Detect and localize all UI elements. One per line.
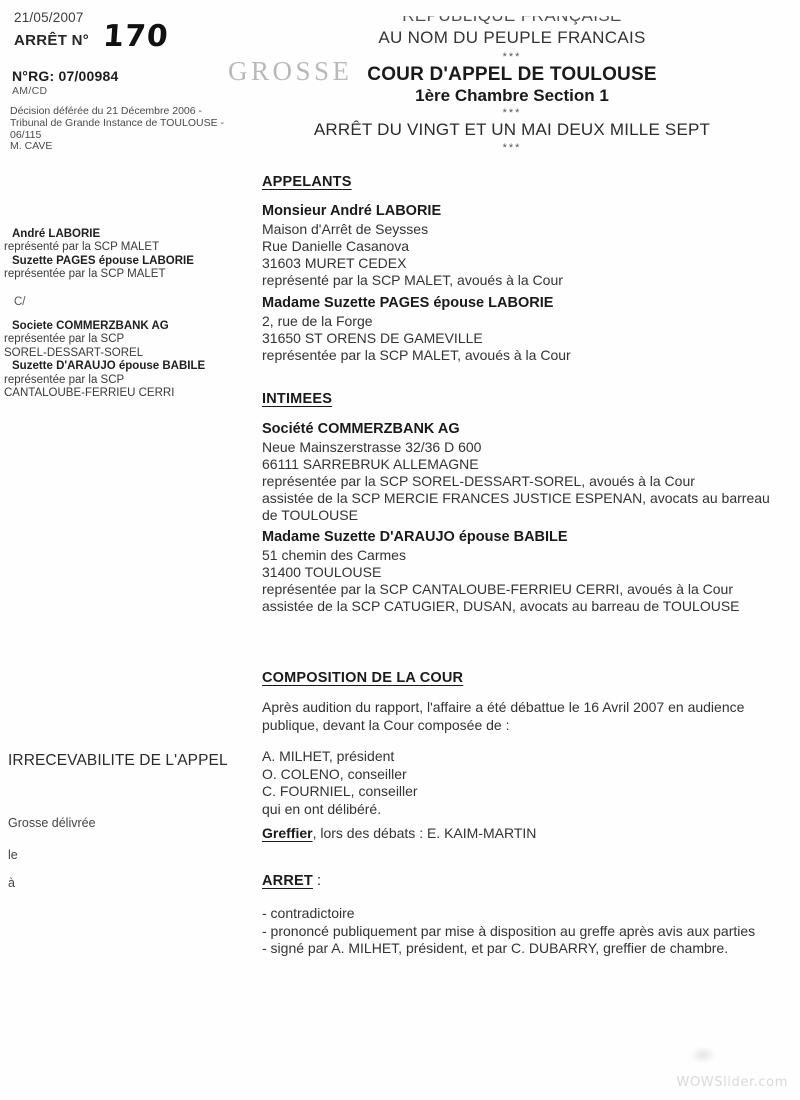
margin-respondent-rep: SOREL-DESSART-SOREL: [4, 346, 144, 359]
arret-number-row: [14, 19, 170, 54]
grosse-stamp: GROSSE: [228, 56, 353, 86]
delivered-on-label: le: [8, 848, 18, 862]
arret-points: [262, 905, 778, 958]
greffier-line: [262, 825, 778, 843]
judgment-title: ARRÊT DU VINGT ET UN MAI DEUX MILLE SEPT: [313, 120, 711, 139]
site-watermark: WOWSlider.com: [676, 1075, 788, 1090]
stars-divider: ***: [502, 107, 522, 119]
section-heading-appelants: APPELANTS: [262, 174, 352, 190]
respondent-name: Madame Suzette D'ARAUJO épouse BABILE: [262, 529, 568, 545]
appellant-entry: [262, 295, 778, 364]
respondent-address-line: 51 chemin des Carmes: [262, 546, 406, 563]
margin-appellant-name: Suzette PAGES épouse LABORIE: [12, 254, 194, 267]
margin-respondent-rep: représentée par la SCP: [4, 333, 125, 346]
appellant-name: Madame Suzette PAGES épouse LABORIE: [262, 295, 554, 311]
respondent-entry: [262, 421, 778, 525]
case-subject: IRRECEVABILITE DE L'APPEL: [8, 752, 228, 769]
clerk-initials: AM/CD: [12, 85, 48, 97]
decision-line: Décision déférée du 21 Décembre 2006 -: [10, 105, 203, 117]
scan-smudge: [690, 1046, 716, 1064]
respondent-name: Société COMMERZBANK AG: [262, 421, 460, 437]
respondent-representation: représentée par la SCP CANTALOUBE-FERRIEU CERRI, avoués à la Cour: [262, 580, 733, 597]
margin-respondent-name: Societe COMMERZBANK AG: [12, 320, 169, 332]
section-heading-composition: COMPOSITION DE LA COUR: [262, 670, 464, 686]
arret-heading-word: ARRET: [262, 873, 313, 889]
appellant-address-line: 2, rue de la Forge: [262, 312, 373, 329]
decision-reference: [10, 106, 224, 153]
grosse-delivered-label: Grosse délivrée: [8, 816, 96, 830]
margin-appellant-rep: représentée par la SCP MALET: [4, 268, 166, 281]
stars-divider: ***: [502, 142, 522, 154]
greffier-name: , lors des débats : E. KAIM-MARTIN: [312, 825, 537, 841]
court-member: C. FOURNIEL, conseiller: [262, 783, 418, 799]
appellant-representation: représentée par la SCP MALET, avoués à la Cour: [262, 346, 571, 363]
appellant-representation: représenté par la SCP MALET, avoués à la Cour: [262, 272, 563, 289]
arret-number-handwritten: 170: [101, 19, 170, 54]
respondent-counsel: assistée de la SCP CATUGIER, DUSAN, avocats au barreau de TOULOUSE: [262, 598, 740, 615]
arret-number-label: ARRÊT N°: [14, 32, 90, 49]
chamber-name: 1ère Chambre Section 1: [415, 86, 609, 105]
respondent-address-line: 31400 TOULOUSE: [262, 563, 382, 580]
court-name: COUR D'APPEL DE TOULOUSE: [367, 64, 657, 85]
arret-heading-colon: :: [312, 873, 322, 889]
decision-line: M. CAVE: [10, 140, 53, 153]
appellant-address-line: 31650 ST ORENS DE GAMEVILLE: [262, 329, 483, 346]
stars-divider: ***: [502, 51, 522, 63]
court-member: O. COLENO, conseiller: [262, 765, 407, 782]
appellant-name: Monsieur André LABORIE: [262, 203, 442, 219]
appellant-entry: [262, 203, 778, 289]
margin-respondent-name: Suzette D'ARAUJO épouse BABILE: [12, 360, 206, 373]
date-stamp: 21/05/2007: [14, 10, 84, 25]
versus-marker: C/: [14, 296, 26, 308]
appellant-address-line: 31603 MURET CEDEX: [262, 254, 407, 271]
arret-point: - contradictoire: [262, 905, 355, 921]
respondent-counsel: assistée de la SCP MERCIE FRANCES JUSTICE ESPENAN, avocats au barreau de TOULOUSE: [262, 490, 770, 524]
rg-number: N°RG: 07/00984: [12, 68, 119, 84]
arret-point: - prononcé publiquement par mise à disposition au greffe après avis aux parties: [262, 922, 756, 939]
margin-respondent-rep: représentée par la SCP: [4, 373, 125, 386]
delivered-to-label: à: [8, 876, 15, 890]
court-member: A. MILHET, président: [262, 748, 395, 764]
arret-point: - signé par A. MILHET, président, et par C. DUBARRY, greffier de chambre.: [262, 940, 729, 956]
deliberation-note: qui en ont délibéré.: [262, 800, 382, 817]
margin-appellant-name: André LABORIE: [12, 228, 101, 240]
respondent-representation: représentée par la SCP SOREL-DESSART-SOREL, avoués à la Cour: [262, 472, 695, 489]
decision-line: Tribunal de Grande Instance de TOULOUSE -: [10, 116, 224, 129]
margin-appellants: [4, 228, 264, 282]
respondent-entry: [262, 529, 778, 615]
composition-intro: Après audition du rapport, l'affaire a été débattue le 16 Avril 2007 en audience publique, devant la Cour composée de :: [262, 699, 745, 733]
in-name-of-people: AU NOM DU PEUPLE FRANCAIS: [378, 28, 646, 47]
margin-appellant-rep: représenté par la SCP MALET: [4, 241, 160, 254]
section-heading-arret: [262, 872, 321, 890]
composition-members: [262, 748, 778, 818]
section-heading-intimees: INTIMEES: [262, 391, 333, 407]
decision-line: 06/115: [10, 128, 42, 141]
appellant-address-line: Rue Danielle Casanova: [262, 237, 410, 254]
appellant-address-line: Maison d'Arrêt de Seysses: [262, 220, 429, 237]
rg-block: [12, 68, 118, 97]
respondent-address-line: 66111 SARREBRUK ALLEMAGNE: [262, 455, 479, 472]
margin-respondents: [4, 320, 264, 400]
greffier-label: Greffier: [262, 825, 313, 841]
margin-respondent-rep: CANTALOUBE-FERRIEU CERRI: [4, 387, 175, 400]
respondent-address-line: Neue Mainszerstrasse 32/36 D 600: [262, 438, 482, 455]
